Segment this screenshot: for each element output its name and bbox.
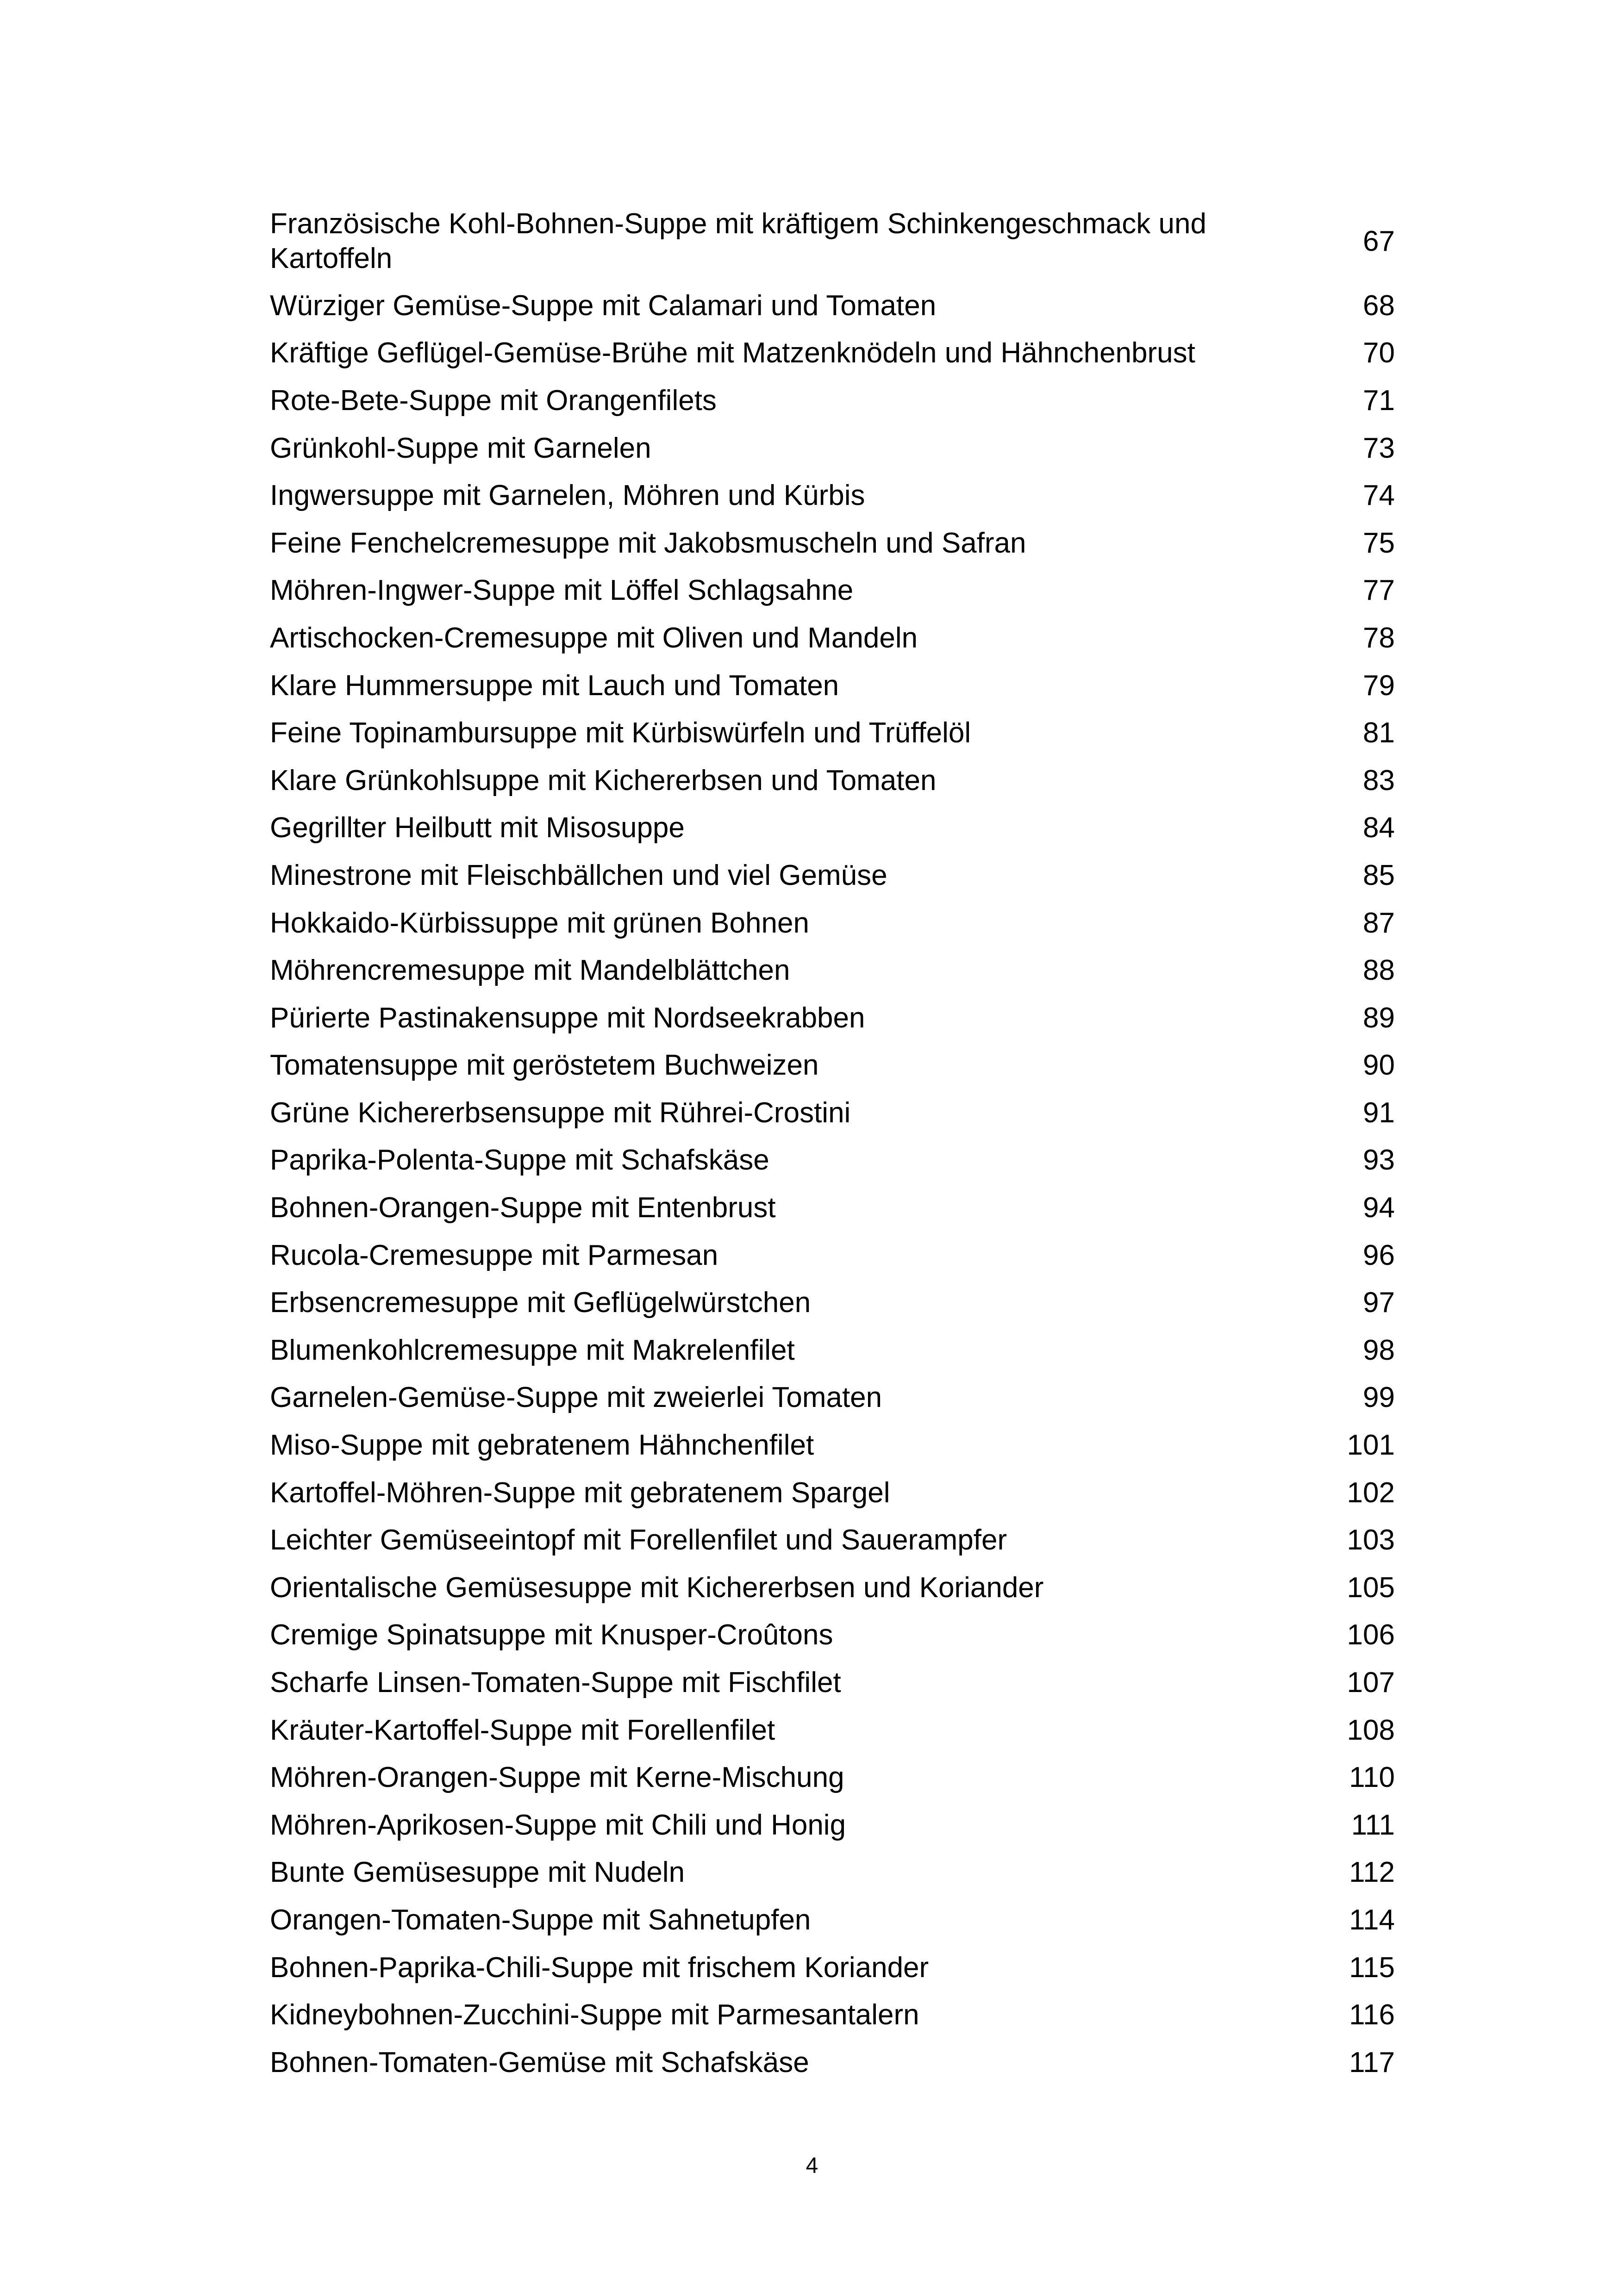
toc-entry-page: 103 xyxy=(1347,1524,1395,1556)
page-number: 4 xyxy=(806,2153,818,2178)
toc-entry xyxy=(270,1991,1395,2039)
toc-entry-page: 107 xyxy=(1347,1667,1395,1699)
toc-entry xyxy=(270,1754,1395,1801)
toc-entry-page: 83 xyxy=(1363,764,1395,796)
toc-entry-title: Paprika-Polenta-Suppe mit Schafskäse xyxy=(270,1144,769,1176)
toc-entry xyxy=(270,662,1395,709)
toc-entry xyxy=(270,1801,1395,1849)
toc-entry xyxy=(270,1137,1395,1184)
toc-entry xyxy=(270,2039,1395,2086)
toc-entry-page: 85 xyxy=(1363,859,1395,891)
toc-entry-title: Klare Grünkohlsuppe mit Kichererbsen und Tomaten xyxy=(270,764,937,796)
toc-entry-title: Klare Hummersuppe mit Lauch und Tomaten xyxy=(270,669,839,702)
toc-entry xyxy=(270,282,1395,330)
toc-entry-title: Feine Fenchelcremesuppe mit Jakobsmuscheln und Safran xyxy=(270,527,1026,559)
toc-entry-page: 91 xyxy=(1363,1096,1395,1129)
toc-entry-page: 70 xyxy=(1363,337,1395,369)
toc-entry-page: 108 xyxy=(1347,1714,1395,1746)
toc-entry-title: Erbsencremesuppe mit Geflügelwürstchen xyxy=(270,1287,811,1319)
toc-entry xyxy=(270,1659,1395,1706)
toc-entry xyxy=(270,1184,1395,1232)
toc-entry-title: Französische Kohl-Bohnen-Suppe mit kräftigem Schinkengeschmack und Kartoffeln xyxy=(270,208,1206,274)
table-of-contents xyxy=(270,200,1395,2086)
toc-entry xyxy=(270,614,1395,662)
toc-entry xyxy=(270,1516,1395,1564)
toc-entry-title: Kräftige Geflügel-Gemüse-Brühe mit Matzenknödeln und Hähnchenbrust xyxy=(270,337,1195,369)
toc-entry xyxy=(270,1944,1395,1991)
toc-entry-title: Orangen-Tomaten-Suppe mit Sahnetupfen xyxy=(270,1904,811,1936)
toc-entry-title: Garnelen-Gemüse-Suppe mit zweierlei Tomaten xyxy=(270,1381,882,1414)
toc-entry-page: 116 xyxy=(1349,1999,1395,2031)
toc-entry-title: Feine Topinambursuppe mit Kürbiswürfeln und Trüffelöl xyxy=(270,717,971,749)
toc-entry-page: 99 xyxy=(1363,1381,1395,1414)
toc-entry-page: 93 xyxy=(1363,1144,1395,1176)
toc-entry xyxy=(270,852,1395,899)
toc-entry-page: 75 xyxy=(1363,527,1395,559)
toc-entry-page: 73 xyxy=(1363,432,1395,464)
toc-entry-page: 78 xyxy=(1363,622,1395,654)
toc-entry-page: 88 xyxy=(1363,954,1395,987)
toc-entry xyxy=(270,757,1395,804)
toc-entry-page: 89 xyxy=(1363,1002,1395,1034)
toc-entry-page: 114 xyxy=(1349,1904,1395,1936)
toc-entry xyxy=(270,1089,1395,1137)
toc-entry-page: 77 xyxy=(1363,574,1395,607)
toc-entry-title: Bohnen-Orangen-Suppe mit Entenbrust xyxy=(270,1192,776,1224)
toc-entry-page: 115 xyxy=(1349,1951,1395,1984)
toc-entry xyxy=(270,1326,1395,1374)
toc-entry-title: Tomatensuppe mit geröstetem Buchweizen xyxy=(270,1049,819,1082)
toc-entry xyxy=(270,994,1395,1042)
toc-entry-title: Gegrillter Heilbutt mit Misosuppe xyxy=(270,812,685,844)
toc-entry-title: Grünkohl-Suppe mit Garnelen xyxy=(270,432,651,464)
toc-entry-title: Grüne Kichererbsensuppe mit Rührei-Crostini xyxy=(270,1096,851,1129)
toc-entry-page: 111 xyxy=(1351,1809,1395,1841)
toc-entry-page: 94 xyxy=(1363,1192,1395,1224)
toc-entry-page: 117 xyxy=(1349,2046,1395,2078)
toc-entry-title: Pürierte Pastinakensuppe mit Nordseekrabben xyxy=(270,1002,865,1034)
toc-entry-title: Möhren-Orangen-Suppe mit Kerne-Mischung xyxy=(270,1761,844,1794)
toc-entry-page: 112 xyxy=(1349,1856,1395,1889)
toc-entry-title: Würziger Gemüse-Suppe mit Calamari und Tomaten xyxy=(270,289,937,322)
toc-entry-page: 96 xyxy=(1363,1239,1395,1271)
toc-entry-page: 68 xyxy=(1363,289,1395,322)
toc-entry-title: Cremige Spinatsuppe mit Knusper-Croûtons xyxy=(270,1619,833,1651)
toc-entry-title: Rucola-Cremesuppe mit Parmesan xyxy=(270,1239,718,1271)
toc-entry-page: 71 xyxy=(1363,384,1395,417)
toc-entry xyxy=(270,330,1395,377)
toc-entry xyxy=(270,567,1395,615)
toc-entry-title: Bohnen-Tomaten-Gemüse mit Schafskäse xyxy=(270,2046,809,2078)
toc-entry xyxy=(270,1469,1395,1517)
toc-entry xyxy=(270,200,1395,282)
toc-entry xyxy=(270,1849,1395,1897)
toc-entry-page: 90 xyxy=(1363,1049,1395,1082)
toc-entry xyxy=(270,424,1395,472)
toc-entry-page: 84 xyxy=(1363,812,1395,844)
toc-entry xyxy=(270,519,1395,567)
toc-entry xyxy=(270,1421,1395,1469)
toc-entry xyxy=(270,804,1395,852)
toc-entry xyxy=(270,1612,1395,1659)
toc-entry-title: Leichter Gemüseeintopf mit Forellenfilet und Sauerampfer xyxy=(270,1524,1007,1556)
toc-entry-title: Bunte Gemüsesuppe mit Nudeln xyxy=(270,1856,685,1889)
toc-entry-page: 102 xyxy=(1347,1476,1395,1509)
toc-entry xyxy=(270,1042,1395,1089)
toc-entry-page: 81 xyxy=(1363,717,1395,749)
toc-entry xyxy=(270,1896,1395,1944)
toc-entry-page: 79 xyxy=(1363,669,1395,702)
toc-entry-page: 98 xyxy=(1363,1334,1395,1366)
toc-entry-title: Möhren-Ingwer-Suppe mit Löffel Schlagsahne xyxy=(270,574,854,607)
toc-entry xyxy=(270,946,1395,994)
toc-entry-title: Möhrencremesuppe mit Mandelblättchen xyxy=(270,954,790,987)
toc-entry xyxy=(270,899,1395,947)
toc-entry-title: Kartoffel-Möhren-Suppe mit gebratenem Spargel xyxy=(270,1476,890,1509)
toc-entry-title: Artischocken-Cremesuppe mit Oliven und Mandeln xyxy=(270,622,918,654)
toc-entry-title: Miso-Suppe mit gebratenem Hähnchenfilet xyxy=(270,1429,814,1462)
toc-entry-page: 87 xyxy=(1363,907,1395,939)
toc-entry xyxy=(270,1706,1395,1754)
toc-entry-page: 105 xyxy=(1347,1571,1395,1604)
toc-entry-page: 67 xyxy=(1363,225,1395,257)
toc-entry-page: 101 xyxy=(1347,1429,1395,1462)
toc-entry-title: Möhren-Aprikosen-Suppe mit Chili und Honig xyxy=(270,1809,846,1841)
toc-entry-page: 106 xyxy=(1347,1619,1395,1651)
toc-entry-page: 74 xyxy=(1363,479,1395,512)
toc-entry-title: Minestrone mit Fleischbällchen und viel Gemüse xyxy=(270,859,887,891)
toc-entry-title: Ingwersuppe mit Garnelen, Möhren und Kürbis xyxy=(270,479,865,512)
toc-entry-page: 97 xyxy=(1363,1287,1395,1319)
toc-entry-title: Blumenkohlcremesuppe mit Makrelenfilet xyxy=(270,1334,795,1366)
toc-entry-title: Orientalische Gemüsesuppe mit Kichererbsen und Koriander xyxy=(270,1571,1044,1604)
toc-entry-title: Bohnen-Paprika-Chili-Suppe mit frischem Koriander xyxy=(270,1951,929,1984)
toc-entry xyxy=(270,709,1395,757)
toc-entry-title: Kidneybohnen-Zucchini-Suppe mit Parmesantalern xyxy=(270,1999,919,2031)
toc-entry xyxy=(270,1232,1395,1279)
toc-entry-title: Rote-Bete-Suppe mit Orangenfilets xyxy=(270,384,717,417)
toc-entry xyxy=(270,377,1395,424)
toc-entry-title: Kräuter-Kartoffel-Suppe mit Forellenfilet xyxy=(270,1714,775,1746)
toc-entry-title: Hokkaido-Kürbissuppe mit grünen Bohnen xyxy=(270,907,809,939)
toc-entry xyxy=(270,1374,1395,1422)
toc-entry xyxy=(270,1564,1395,1612)
toc-entry xyxy=(270,1279,1395,1326)
toc-entry xyxy=(270,472,1395,519)
toc-entry-title: Scharfe Linsen-Tomaten-Suppe mit Fischfilet xyxy=(270,1667,841,1699)
toc-entry-page: 110 xyxy=(1349,1761,1395,1794)
